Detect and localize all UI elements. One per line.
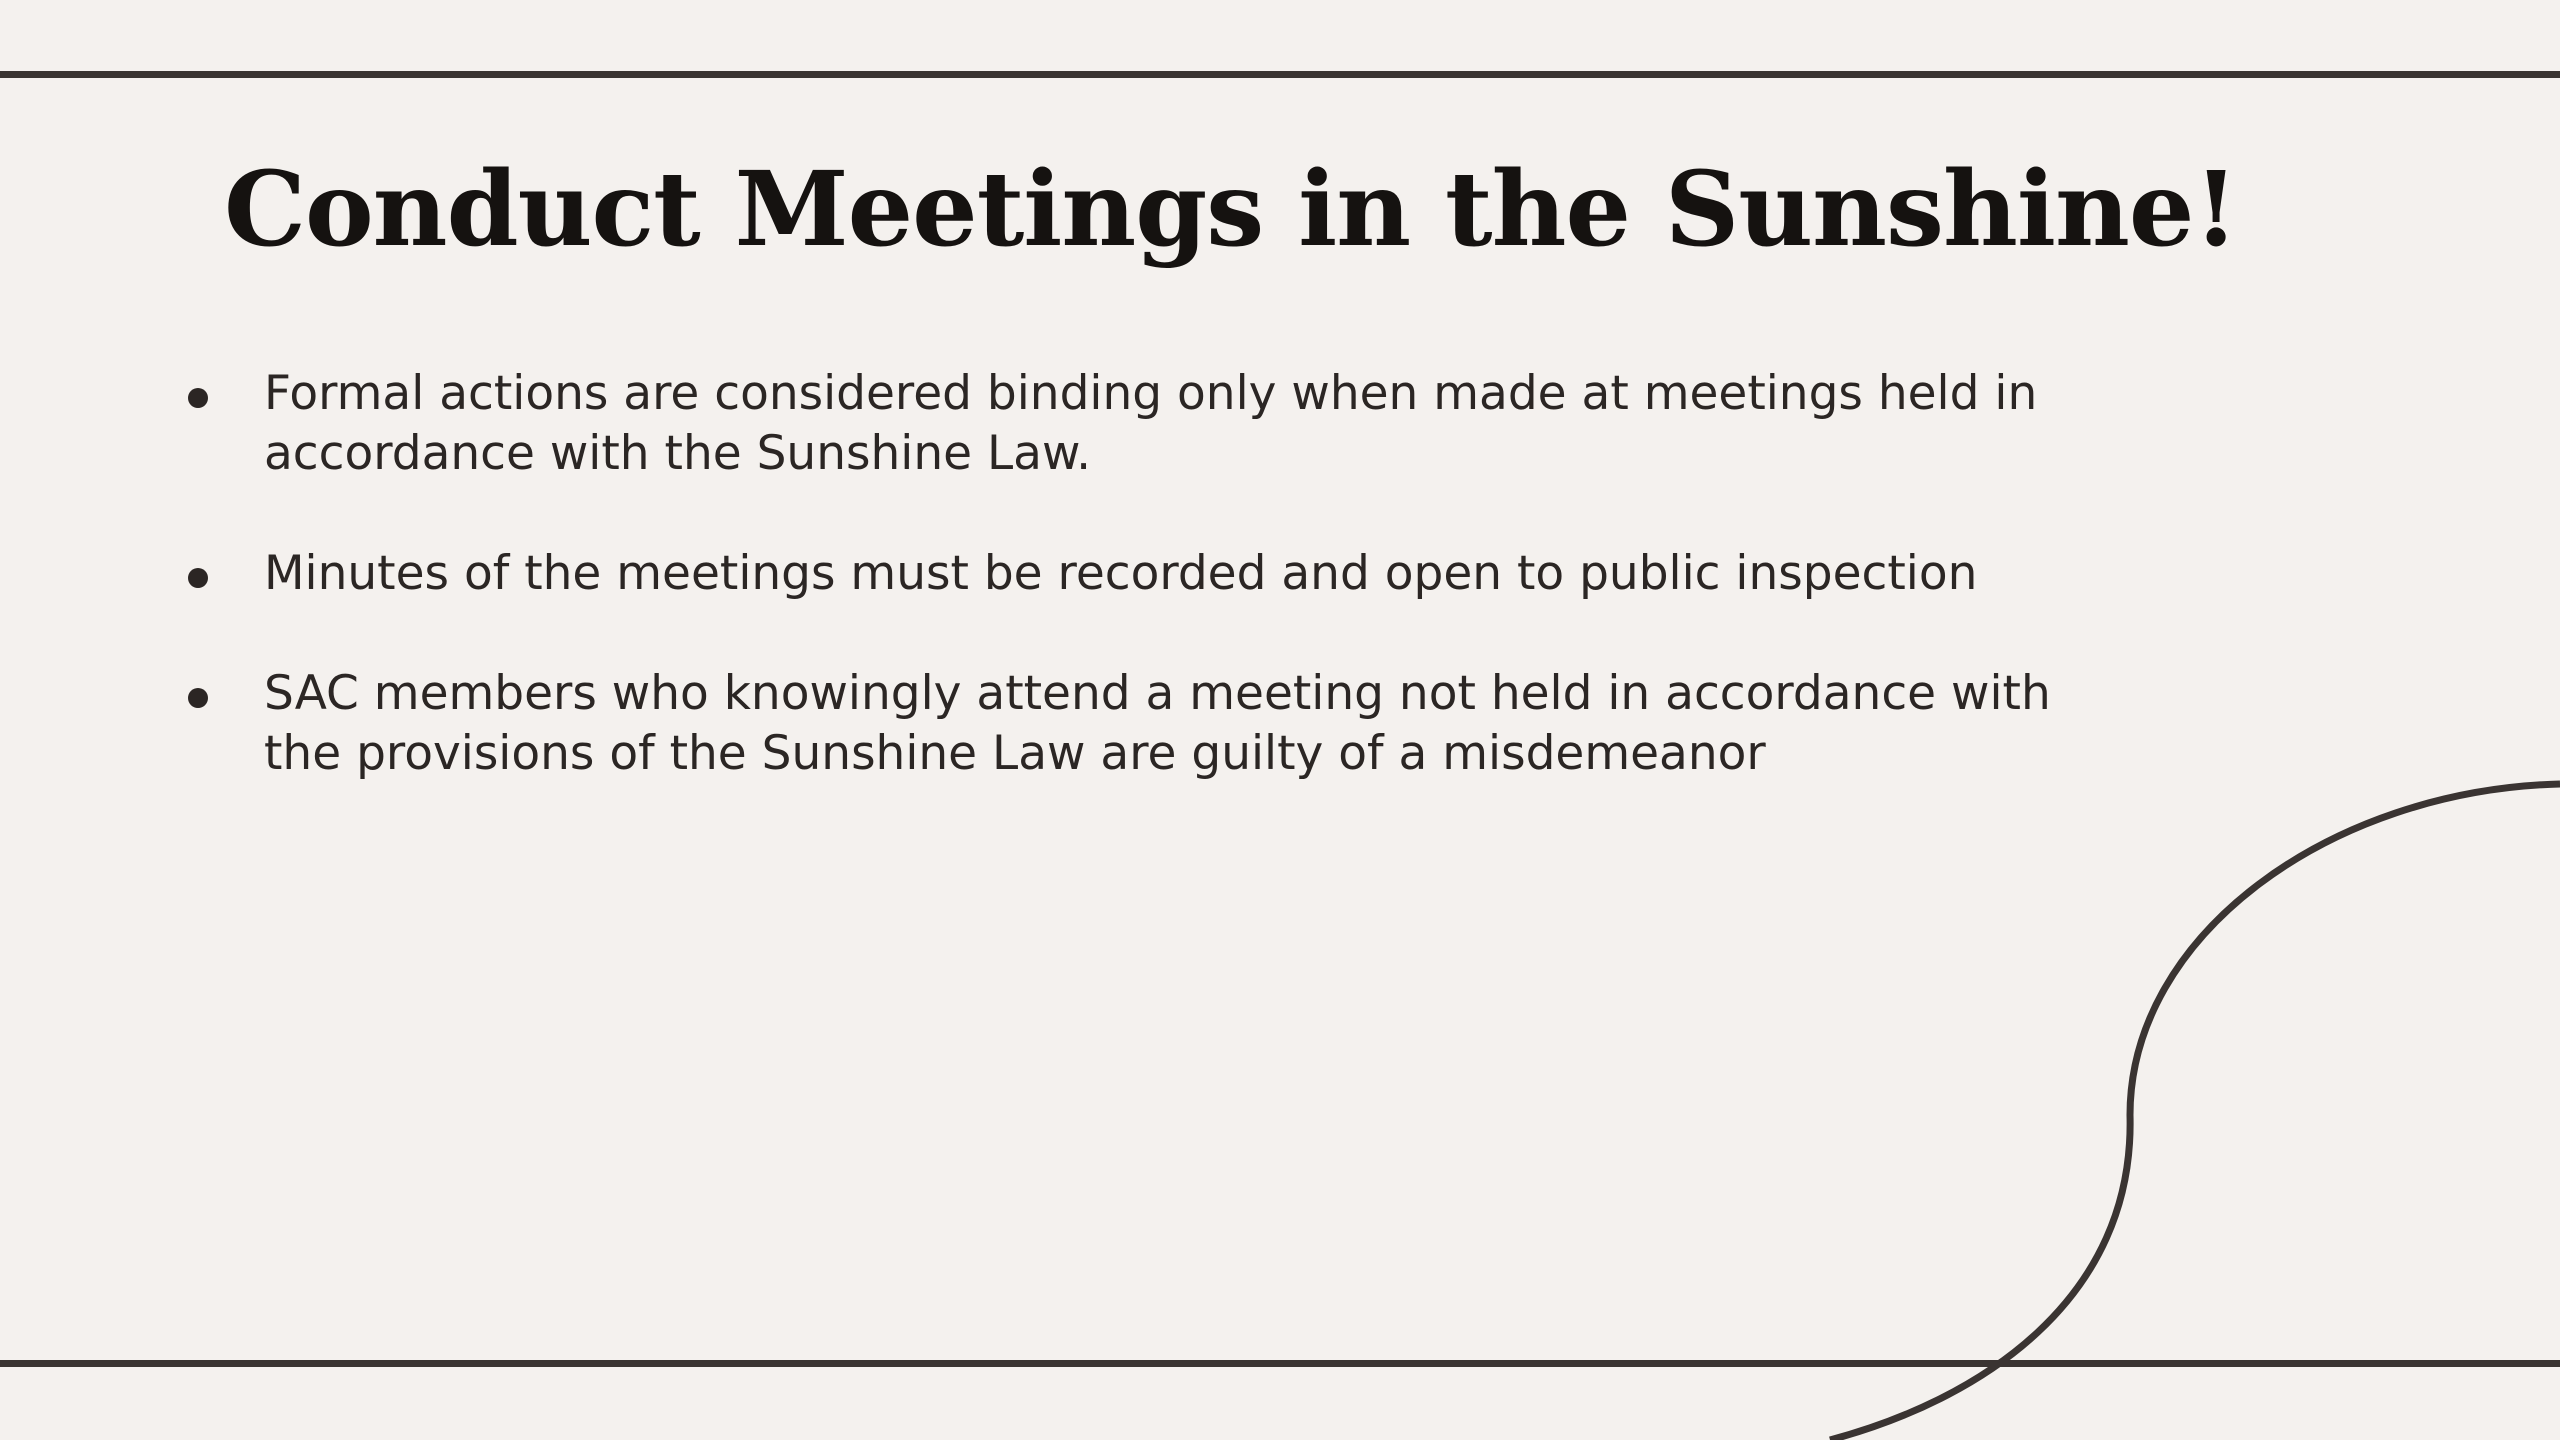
bullet-icon [188,388,208,408]
bullet-text: Minutes of the meetings must be recorded and open to public inspection [264,546,1978,601]
list-item [180,364,2120,484]
top-divider-line [0,71,2560,78]
bullet-text: SAC members who knowingly attend a meeting not held in accordance with the provisions of the Sunshine Law are guilty of a misdemeanor [264,666,2051,781]
bottom-divider-line [0,1360,2560,1367]
bullet-icon [188,688,208,708]
bullet-list [180,364,2120,844]
slide-title: Conduct Meetings in the Sunshine! [224,149,2238,270]
list-item [180,544,2120,604]
bullet-icon [188,568,208,588]
bullet-text: Formal actions are considered binding only when made at meetings held in accordance with the Sunshine Law. [264,366,2038,481]
list-item [180,664,2120,784]
